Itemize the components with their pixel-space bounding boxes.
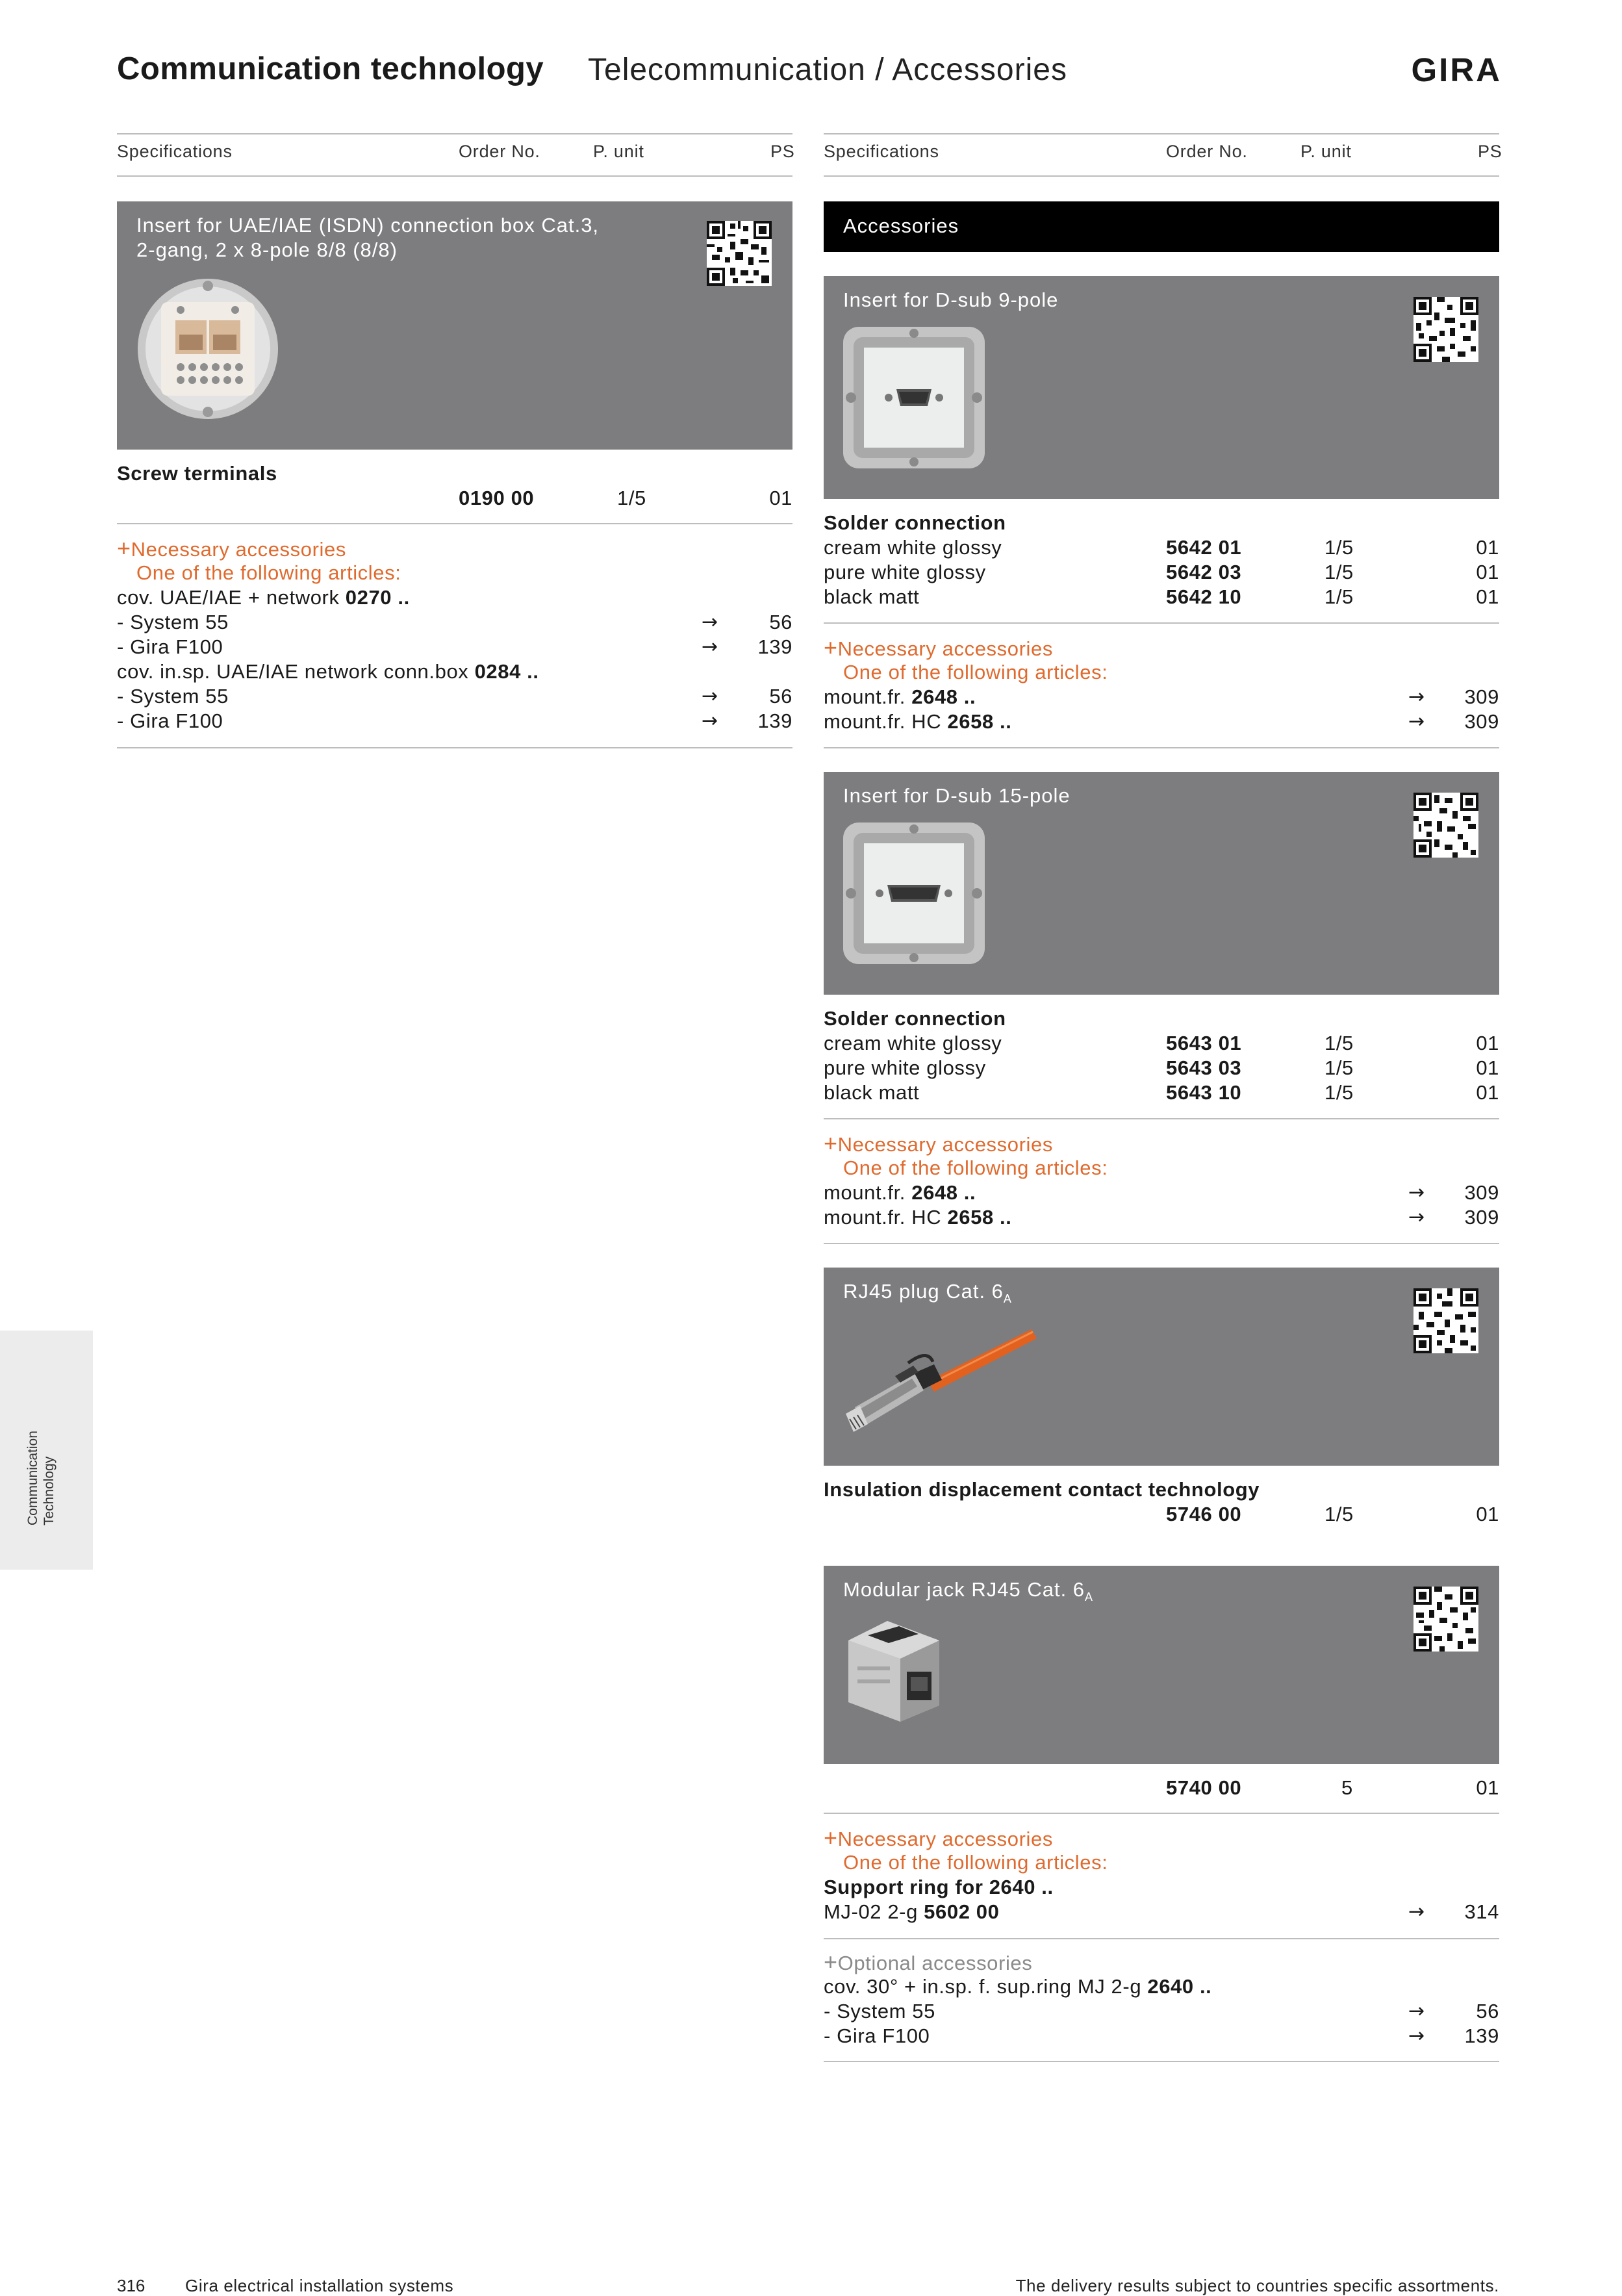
acc-row-text: - Gira F100 bbox=[117, 709, 223, 732]
acc-row-text: - Gira F100 bbox=[824, 2024, 930, 2047]
arrow-right-icon: → bbox=[702, 635, 718, 658]
left-header-bottom-rule bbox=[117, 175, 792, 177]
row-name: pure white glossy bbox=[824, 561, 986, 583]
row-ps: 01 bbox=[1476, 1056, 1499, 1079]
right-col-ps: PS bbox=[1478, 142, 1502, 161]
product-image-dsub9 bbox=[842, 325, 986, 470]
right-col-order: Order No. bbox=[1166, 142, 1248, 161]
acc-row-order: 0284 .. bbox=[474, 660, 539, 683]
plus-icon: + bbox=[824, 634, 838, 661]
rj45plug-variant: Insulation displacement contact technology bbox=[824, 1478, 1260, 1501]
right-col-spec: Specifications bbox=[824, 142, 939, 161]
page-ref-link[interactable]: 139 bbox=[1464, 2024, 1499, 2047]
row-punit: 1/5 bbox=[1324, 1081, 1354, 1104]
acc-row-order: 5602 00 bbox=[924, 1900, 1000, 1923]
acc-row-order: 0270 .. bbox=[345, 586, 410, 609]
left-divider-2 bbox=[117, 747, 792, 748]
acc-row-text: MJ-02 2-g bbox=[824, 1900, 924, 1923]
arrow-right-icon: → bbox=[1408, 1181, 1425, 1204]
dsub15-table bbox=[824, 1031, 1499, 1105]
arrow-right-icon: → bbox=[702, 709, 718, 732]
left-ps: 01 bbox=[769, 487, 792, 509]
arrow-right-icon: → bbox=[1408, 710, 1425, 733]
row-name: cream white glossy bbox=[824, 1032, 1002, 1054]
left-acc-list bbox=[117, 585, 792, 733]
product-panel-rj45-plug bbox=[824, 1268, 1499, 1466]
panel-title bbox=[843, 1577, 1093, 1609]
dsub15-acc-title bbox=[824, 1131, 1053, 1157]
plus-icon: + bbox=[824, 1948, 838, 1975]
dsub9-variant: Solder connection bbox=[824, 511, 1006, 534]
left-acc-sub: One of the following articles: bbox=[136, 561, 401, 584]
product-image-uae-insert bbox=[135, 276, 281, 422]
left-col-spec: Specifications bbox=[117, 142, 233, 161]
table-row bbox=[824, 585, 1499, 609]
list-item bbox=[824, 1999, 1499, 2024]
row-name: cream white glossy bbox=[824, 536, 1002, 559]
right-col-punit: P. unit bbox=[1300, 142, 1352, 161]
arrow-right-icon: → bbox=[1408, 685, 1425, 708]
modjack-divider-2 bbox=[824, 1938, 1499, 1939]
dsub15-acc-sub: One of the following articles: bbox=[843, 1156, 1108, 1179]
panel-title bbox=[843, 1279, 1012, 1311]
row-order: 5643 01 bbox=[1166, 1032, 1242, 1054]
dsub15-variant: Solder connection bbox=[824, 1007, 1006, 1030]
product-panel-modular-jack bbox=[824, 1566, 1499, 1764]
list-item bbox=[824, 685, 1499, 709]
list-item bbox=[117, 635, 792, 659]
left-col-order: Order No. bbox=[459, 142, 540, 161]
plus-icon: + bbox=[117, 535, 131, 561]
left-variant: Screw terminals bbox=[117, 462, 277, 485]
panel-title-line2: 2-gang, 2 x 8-pole 8/8 (8/8) bbox=[136, 238, 398, 261]
list-item bbox=[117, 709, 792, 733]
qr-code bbox=[1413, 793, 1478, 858]
page-ref-link[interactable]: 56 bbox=[1476, 2000, 1499, 2022]
row-order: 5643 03 bbox=[1166, 1056, 1242, 1079]
page-ref-link[interactable]: 309 bbox=[1464, 710, 1499, 733]
table-row bbox=[824, 535, 1499, 560]
arrow-right-icon: → bbox=[702, 611, 718, 633]
modjack-order: 5740 00 bbox=[1166, 1776, 1242, 1799]
row-name: black matt bbox=[824, 1081, 920, 1104]
acc-row-text: mount.fr. HC bbox=[824, 1206, 948, 1229]
product-image-modular-jack bbox=[842, 1614, 952, 1725]
qr-code bbox=[1413, 1288, 1478, 1353]
row-punit: 1/5 bbox=[1324, 585, 1354, 608]
acc-row-order: 2658 .. bbox=[947, 710, 1012, 733]
footer-left-text: Gira electrical installation systems bbox=[185, 2276, 454, 2295]
qr-code bbox=[707, 221, 772, 286]
side-tab-line1: Communication bbox=[25, 1431, 40, 1525]
page-ref-link[interactable]: 309 bbox=[1464, 1206, 1499, 1229]
modjack-acc-line2 bbox=[824, 1900, 1499, 1924]
row-punit: 1/5 bbox=[1324, 1056, 1354, 1079]
modjack-punit: 5 bbox=[1341, 1776, 1353, 1799]
page-ref-link[interactable]: 56 bbox=[769, 611, 792, 633]
acc-row-text: mount.fr. bbox=[824, 1181, 912, 1204]
acc-row-text: - System 55 bbox=[824, 2000, 935, 2022]
product-image-rj45-plug bbox=[837, 1310, 1045, 1440]
table-row bbox=[824, 1031, 1499, 1056]
list-item bbox=[824, 1180, 1499, 1205]
opt-title-text: Optional accessories bbox=[837, 1952, 1033, 1974]
product-image-dsub15 bbox=[842, 821, 986, 965]
page-ref-link[interactable]: 139 bbox=[757, 635, 792, 658]
row-ps: 01 bbox=[1476, 585, 1499, 608]
side-tab[interactable] bbox=[0, 1331, 93, 1570]
dsub9-acc-title bbox=[824, 635, 1053, 661]
row-order: 5642 10 bbox=[1166, 585, 1242, 608]
table-row bbox=[824, 560, 1499, 585]
panel-title: Insert for D-sub 9-pole bbox=[843, 288, 1059, 311]
acc-row-order: 2658 .. bbox=[947, 1206, 1012, 1229]
list-item bbox=[824, 2024, 1499, 2048]
left-acc-title bbox=[117, 536, 346, 562]
dsub15-divider-2 bbox=[824, 1243, 1499, 1244]
arrow-right-icon: → bbox=[1408, 1206, 1425, 1229]
acc-row-text: - System 55 bbox=[117, 685, 229, 708]
list-item bbox=[117, 659, 792, 684]
acc-row-text: cov. UAE/IAE + network bbox=[117, 586, 346, 609]
rj45plug-ps: 01 bbox=[1476, 1503, 1499, 1525]
rj45plug-order: 5746 00 bbox=[1166, 1503, 1242, 1525]
row-order: 5642 03 bbox=[1166, 561, 1242, 583]
modjack-opt-list bbox=[824, 1999, 1499, 2048]
acc-row-text: mount.fr. HC bbox=[824, 710, 948, 733]
section-header-accessories bbox=[824, 201, 1499, 252]
page-ref-link[interactable]: 139 bbox=[757, 709, 792, 732]
left-order-no: 0190 00 bbox=[459, 487, 535, 509]
acc-title-text: Necessary accessories bbox=[837, 1828, 1053, 1850]
panel-title-sub: A bbox=[1003, 1292, 1012, 1306]
dsub9-acc-sub: One of the following articles: bbox=[843, 661, 1108, 683]
dsub9-acc-list bbox=[824, 685, 1499, 734]
acc-title-text: Necessary accessories bbox=[131, 538, 346, 561]
arrow-right-icon: → bbox=[1408, 1900, 1425, 1923]
header-title-bold: Communication technology bbox=[117, 51, 544, 86]
panel-title-sub: A bbox=[1085, 1590, 1094, 1604]
dsub15-acc-list bbox=[824, 1180, 1499, 1230]
dsub15-divider-1 bbox=[824, 1118, 1499, 1119]
acc-row-text: cov. 30° + in.sp. f. sup.ring MJ 2-g bbox=[824, 1975, 1148, 1998]
qr-code bbox=[1413, 297, 1478, 362]
brand-logo: GIRA bbox=[1411, 51, 1502, 88]
left-col-ps: PS bbox=[770, 142, 795, 161]
row-ps: 01 bbox=[1476, 536, 1499, 559]
list-item bbox=[824, 1205, 1499, 1230]
side-tab-line2: Technology bbox=[42, 1456, 57, 1525]
left-col-punit: P. unit bbox=[593, 142, 644, 161]
row-name: pure white glossy bbox=[824, 1056, 986, 1079]
row-order: 5643 10 bbox=[1166, 1081, 1242, 1104]
left-divider-1 bbox=[117, 523, 792, 524]
page-ref-link[interactable]: 309 bbox=[1464, 685, 1499, 708]
product-panel-dsub15 bbox=[824, 772, 1499, 995]
modjack-opt-title bbox=[824, 1950, 1032, 1976]
panel-title-text: Modular jack RJ45 Cat. 6 bbox=[843, 1578, 1085, 1601]
row-ps: 01 bbox=[1476, 1081, 1499, 1104]
qr-code bbox=[1413, 1587, 1478, 1652]
dsub9-divider-2 bbox=[824, 747, 1499, 748]
panel-title-line1: Insert for UAE/IAE (ISDN) connection box Cat.3, bbox=[136, 214, 600, 236]
acc-row-text: - System 55 bbox=[117, 611, 229, 633]
arrow-right-icon: → bbox=[1408, 2024, 1425, 2047]
product-panel-uae-insert bbox=[117, 201, 792, 450]
page-ref-link[interactable]: 309 bbox=[1464, 1181, 1499, 1204]
arrow-right-icon: → bbox=[1408, 2000, 1425, 2022]
product-panel-dsub9 bbox=[824, 276, 1499, 499]
row-punit: 1/5 bbox=[1324, 1032, 1354, 1054]
row-ps: 01 bbox=[1476, 1032, 1499, 1054]
row-punit: 1/5 bbox=[1324, 536, 1354, 559]
modjack-acc-sub: One of the following articles: bbox=[843, 1851, 1108, 1874]
dsub9-divider-1 bbox=[824, 622, 1499, 624]
arrow-right-icon: → bbox=[702, 685, 718, 708]
page-ref-link[interactable]: 56 bbox=[769, 685, 792, 708]
side-tab-label bbox=[25, 1431, 57, 1525]
footer-right-text: The delivery results subject to countries specific assortments. bbox=[1015, 2276, 1499, 2295]
table-row bbox=[824, 1056, 1499, 1080]
list-item bbox=[117, 684, 792, 709]
right-header-bottom-rule bbox=[824, 175, 1499, 177]
list-item bbox=[117, 610, 792, 635]
acc-row-text: mount.fr. bbox=[824, 685, 912, 708]
rj45plug-punit: 1/5 bbox=[1324, 1503, 1354, 1525]
acc-row-order: 2648 .. bbox=[911, 685, 976, 708]
modjack-ps: 01 bbox=[1476, 1776, 1499, 1799]
plus-icon: + bbox=[824, 1130, 838, 1156]
acc-title-text: Necessary accessories bbox=[837, 637, 1053, 660]
modjack-divider-1 bbox=[824, 1813, 1499, 1814]
row-order: 5642 01 bbox=[1166, 536, 1242, 559]
modjack-acc-line1: Support ring for 2640 .. bbox=[824, 1876, 1054, 1898]
header-title-light: Telecommunication / Accessories bbox=[588, 53, 1067, 87]
page-header bbox=[117, 51, 1507, 96]
row-punit: 1/5 bbox=[1324, 561, 1354, 583]
left-punit: 1/5 bbox=[617, 487, 646, 509]
right-header-top-rule bbox=[824, 133, 1499, 134]
table-row bbox=[824, 1080, 1499, 1105]
left-header-top-rule bbox=[117, 133, 792, 134]
plus-icon: + bbox=[824, 1824, 838, 1851]
acc-row-order: 2648 .. bbox=[911, 1181, 976, 1204]
row-ps: 01 bbox=[1476, 561, 1499, 583]
list-item bbox=[117, 585, 792, 610]
modjack-divider-3 bbox=[824, 2061, 1499, 2062]
acc-row-text: - Gira F100 bbox=[117, 635, 223, 658]
page-ref-link[interactable]: 314 bbox=[1464, 1900, 1499, 1923]
footer-page-number: 316 bbox=[117, 2276, 146, 2295]
modjack-opt-line1 bbox=[824, 1974, 1211, 1999]
section-title: Accessories bbox=[843, 214, 959, 237]
panel-title-text: RJ45 plug Cat. 6 bbox=[843, 1280, 1004, 1303]
acc-row-order: 2640 .. bbox=[1147, 1975, 1212, 1998]
panel-title bbox=[136, 213, 599, 262]
dsub9-table bbox=[824, 535, 1499, 609]
acc-row-text: cov. in.sp. UAE/IAE network conn.box bbox=[117, 660, 475, 683]
list-item bbox=[824, 709, 1499, 734]
row-name: black matt bbox=[824, 585, 920, 608]
modjack-acc-title bbox=[824, 1826, 1053, 1852]
acc-title-text: Necessary accessories bbox=[837, 1133, 1053, 1156]
panel-title: Insert for D-sub 15-pole bbox=[843, 784, 1071, 807]
